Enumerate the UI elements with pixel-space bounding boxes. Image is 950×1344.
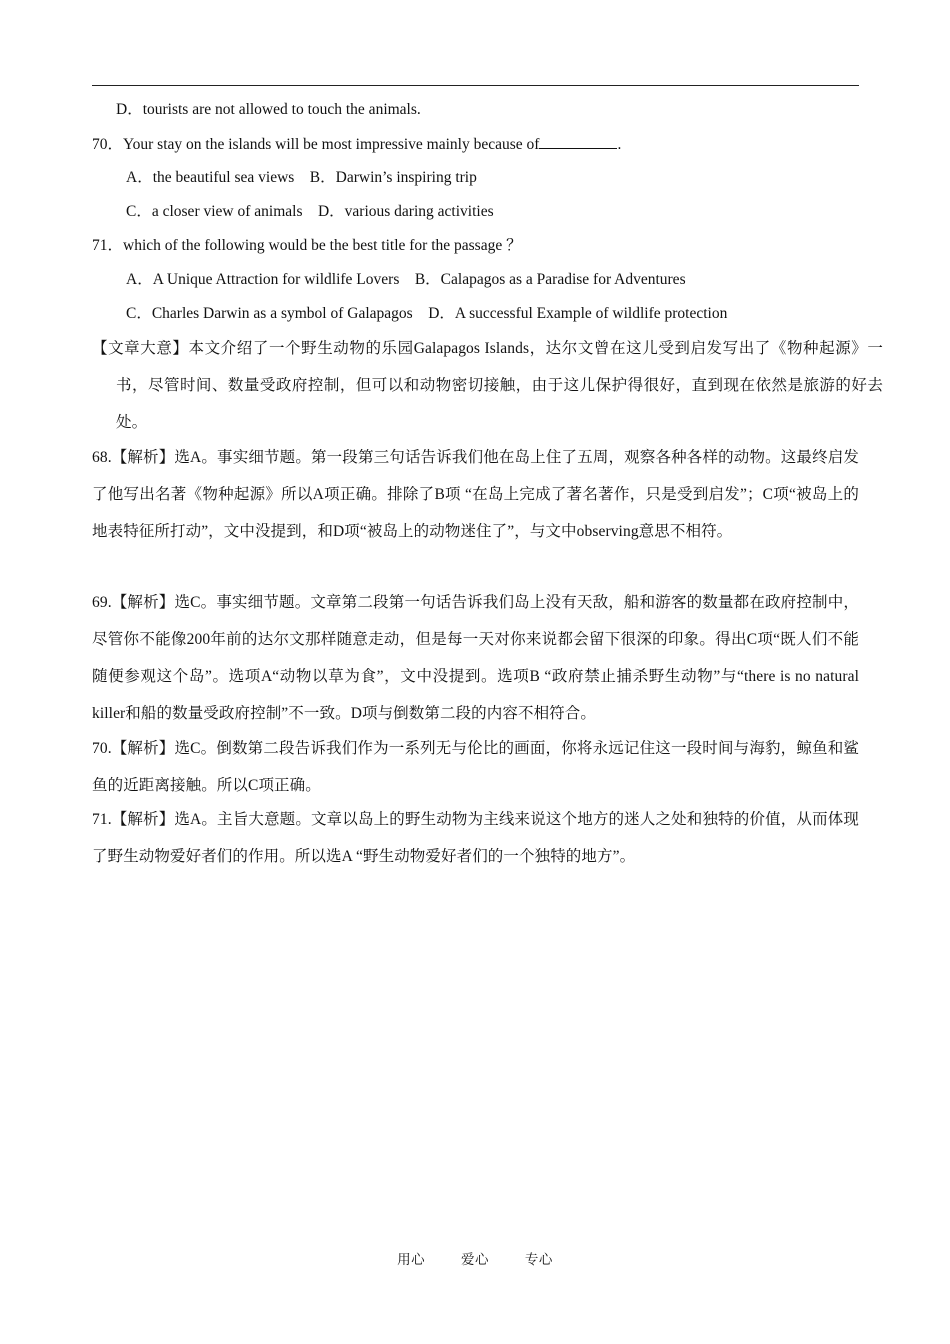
explanation-70: 70.【解析】选C。倒数第二段告诉我们作为一系列无与伦比的画面，你将永远记住这一段时间与海豹，鲸鱼和鲨鱼的近距离接触。所以C项正确。 (92, 740, 859, 794)
page-footer (0, 1248, 950, 1268)
footer-text-1: 用心 (397, 1252, 426, 1267)
q71-stem: 71．which of the following would be the best title for the passage ？ (92, 237, 522, 254)
passage-summary: 【文章大意】本文介绍了一个野生动物的乐园Galapagos Islands，达尔文曾在这儿受到启发写出了《物种起源》一书，尽管时间、数量受政府控制，但可以和动物密切接触，由于这儿保护得很好，直到现在依然是旅游的好去处。 (92, 340, 883, 431)
explanation-71: 71.【解析】选A。主旨大意题。文章以岛上的野生动物为主线来说这个地方的迷人之处和独特的价值，从而体现了野生动物爱好者们的作用。所以选A “野生动物爱好者们的一个独特的地方”。 (92, 811, 859, 865)
q70-options-row-1: A．the beautiful sea views B．Darwin’s inspiring trip (126, 169, 477, 186)
footer-text-3: 专心 (524, 1252, 553, 1267)
q71-options-row-1: A．A Unique Attraction for wildlife Lovers B．Calapagos as a Paradise for Adventures (126, 271, 686, 288)
q71-options-row-2: C．Charles Darwin as a symbol of Galapagos D．A successful Example of wildlife protection (126, 305, 728, 322)
q70-stem-text: 70．Your stay on the islands will be most impressive mainly because of (92, 136, 540, 153)
q70-stem-end: . (617, 136, 622, 153)
q70-options-row-2: C．a closer view of animals D．various daring activities (126, 203, 494, 220)
explanation-68: 68.【解析】选A。事实细节题。第一段第三句话告诉我们他在岛上住了五周，观察各种各样的动物。这最终启发了他写出名著《物种起源》所以A项正确。排除了B项 “在岛上完成了著名著作，只是受到启发”；C项“被岛上的地表特征所打动”，文中没提到，和D项“被岛上的动物迷住了”，与文中observing意思不相符。 (92, 449, 859, 540)
explanation-69: 69.【解析】选C。事实细节题。文章第二段第一句话告诉我们岛上没有天敌，船和游客的数量都在政府控制中，尽管你不能像200年前的达尔文那样随意走动，但是每一天对你来说都会留下很深的印象。得出C项“既人们不能随便参观这个岛”。选项A“动物以草为食”，文中没提到。选项B “政府禁止捕杀野生动物”与“there is no natural killer和船的数量受政府控制”不一致。D项与倒数第二段的内容不相符合。 (92, 594, 859, 722)
q69-option-d: D．tourists are not allowed to touch the animals. (116, 101, 421, 118)
answer-blank (539, 134, 617, 149)
header-rule (92, 85, 859, 86)
footer-text-2: 爱心 (461, 1252, 489, 1267)
q70-stem (92, 134, 621, 155)
